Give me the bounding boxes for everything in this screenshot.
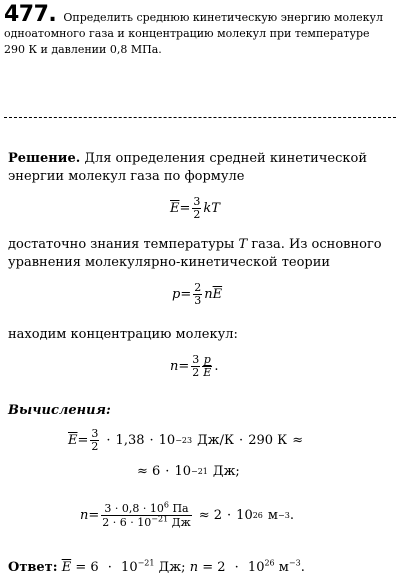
solution-intro xyxy=(8,150,392,186)
calc-3-end: . xyxy=(289,508,294,523)
problem-statement xyxy=(4,4,396,58)
calc-line-1: $\overline{E}$ = $\frac{3}{2}$ · 1,38 · 10 −23 Дж/К · 290 К ≈ xyxy=(68,427,304,453)
calc-2-dot: · xyxy=(165,464,170,479)
solution-intro-text: Для определения средней кинетической xyxy=(80,151,368,166)
solution-text-3: находим концентрацию молекул: xyxy=(8,327,238,342)
formula-2-den: 3 xyxy=(194,294,202,307)
calc-1-unit: Дж/К xyxy=(197,433,235,448)
answer-exp-1: −21 xyxy=(137,558,155,568)
answer-exp-2: 26 xyxy=(264,558,275,568)
calc-3-denominator: $2 \cdot 6 \cdot 10^{-21}$ Дж xyxy=(102,514,191,529)
calc-1-dot: · xyxy=(106,433,111,448)
calc-3-dot: · xyxy=(227,508,232,523)
formula-1-eq: = xyxy=(179,201,191,216)
formula-3-num-p: p xyxy=(203,353,211,366)
formula-3-lhs: n xyxy=(170,359,179,374)
calc-3-unit: м xyxy=(267,508,279,523)
answer-n: n xyxy=(189,560,199,575)
text-2-part-b: газа. Из основного xyxy=(247,237,382,252)
formula-mean-energy xyxy=(170,196,220,221)
formula-2-lhs: p xyxy=(172,287,181,302)
calc-1-fraction xyxy=(90,428,99,453)
formula-3-num: 3 xyxy=(192,353,200,366)
formula-1-num: 3 xyxy=(193,195,201,208)
answer-line xyxy=(8,560,305,575)
calc-2-approx: ≈ 6 xyxy=(137,464,161,479)
calc-2-base: 10 xyxy=(174,464,191,479)
problem-line-1: Определить среднюю кинетическую энергию молекул xyxy=(63,11,383,24)
formula-1-lhs: $\overline{E}$ xyxy=(170,201,180,216)
formula-3-dot: . xyxy=(214,359,219,374)
calculations-label: Вычисления: xyxy=(8,403,111,418)
calc-3-eq: = xyxy=(88,508,100,523)
solution-text-2 xyxy=(8,236,392,272)
calc-1-value: 1,38 xyxy=(115,433,145,448)
formula-3-fraction-var xyxy=(202,354,212,379)
answer-unit-2: м xyxy=(278,560,289,575)
formula-pressure xyxy=(172,282,222,307)
problem-line-3: 290 К и давлении 0,8 МПа. xyxy=(4,43,162,56)
formula-2-n: n xyxy=(204,287,213,302)
calc-1-den: 2 xyxy=(91,440,99,453)
calc-1-temp: 290 К xyxy=(248,433,288,448)
formula-3-fraction-const xyxy=(191,354,200,379)
solution-intro-line-2: энергии молекул газа по формуле xyxy=(8,169,245,184)
calc-1-times: · xyxy=(149,433,154,448)
answer-dot-2: · xyxy=(234,560,239,575)
calc-3-base: 10 xyxy=(236,508,253,523)
formula-2-fraction xyxy=(193,282,202,307)
formula-3-den-E: E xyxy=(203,366,212,379)
formula-2-num: 2 xyxy=(194,281,202,294)
calc-1-dot-2: · xyxy=(239,433,244,448)
text-2-line-2: уравнения молекулярно-кинетической теории xyxy=(8,255,331,270)
answer-dot-1: · xyxy=(107,560,112,575)
formula-concentration xyxy=(170,354,218,379)
calc-1-base: 10 xyxy=(158,433,176,448)
calc-line-2: ≈ 6 · 10 −21 Дж; xyxy=(137,464,240,479)
answer-eq-2: = 2 xyxy=(198,560,226,575)
answer-eq-1: = 6 xyxy=(71,560,99,575)
problem-number: 477. xyxy=(4,2,57,27)
answer-base-2: 10 xyxy=(247,560,265,575)
calc-3-fraction xyxy=(101,502,191,529)
problem-line-2: одноатомного газа и концентрацию молекул при температуре xyxy=(4,27,370,40)
answer-unit-1: Дж; xyxy=(158,560,186,575)
calc-2-unit: Дж; xyxy=(212,464,240,479)
formula-3-eq: = xyxy=(178,359,190,374)
dashed-divider xyxy=(4,117,396,118)
answer-unit-2-exp: −3 xyxy=(288,558,301,568)
calc-1-num: 3 xyxy=(91,427,99,440)
calc-3-approx: ≈ 2 xyxy=(198,508,223,523)
text-2-T: T xyxy=(238,237,248,252)
calc-1-approx: ≈ xyxy=(292,433,304,448)
formula-1-rhs: kT xyxy=(203,201,220,216)
formula-3-den: 2 xyxy=(192,366,200,379)
calc-3-numerator: $3 \cdot 0,8 \cdot 10^6$ Па xyxy=(104,500,189,515)
calc-1-eq: = xyxy=(77,433,89,448)
text-2-part-a: достаточно знания температуры xyxy=(8,237,239,252)
calc-1-lhs: $\overline{E}$ xyxy=(68,433,78,448)
answer-end: . xyxy=(300,560,305,575)
solution-label: Решение. xyxy=(8,151,81,166)
formula-2-E: $\overline{E}$ xyxy=(212,287,223,302)
formula-1-den: 2 xyxy=(193,208,201,221)
formula-1-fraction xyxy=(192,196,201,221)
answer-label: Ответ: xyxy=(8,560,58,575)
formula-2-eq: = xyxy=(180,287,192,302)
calc-3-lhs: n xyxy=(80,508,89,523)
answer-E: $\overline{E}$ xyxy=(61,560,72,575)
answer-base-1: 10 xyxy=(121,560,138,575)
calc-line-3: n = $\frac{3 \cdot 0,8 \cdot 10^6 Па}{2 \cdot 6 \cdot 10^{-21} Дж}$ ≈ 2 · 10 26 м −3 . xyxy=(80,500,294,529)
